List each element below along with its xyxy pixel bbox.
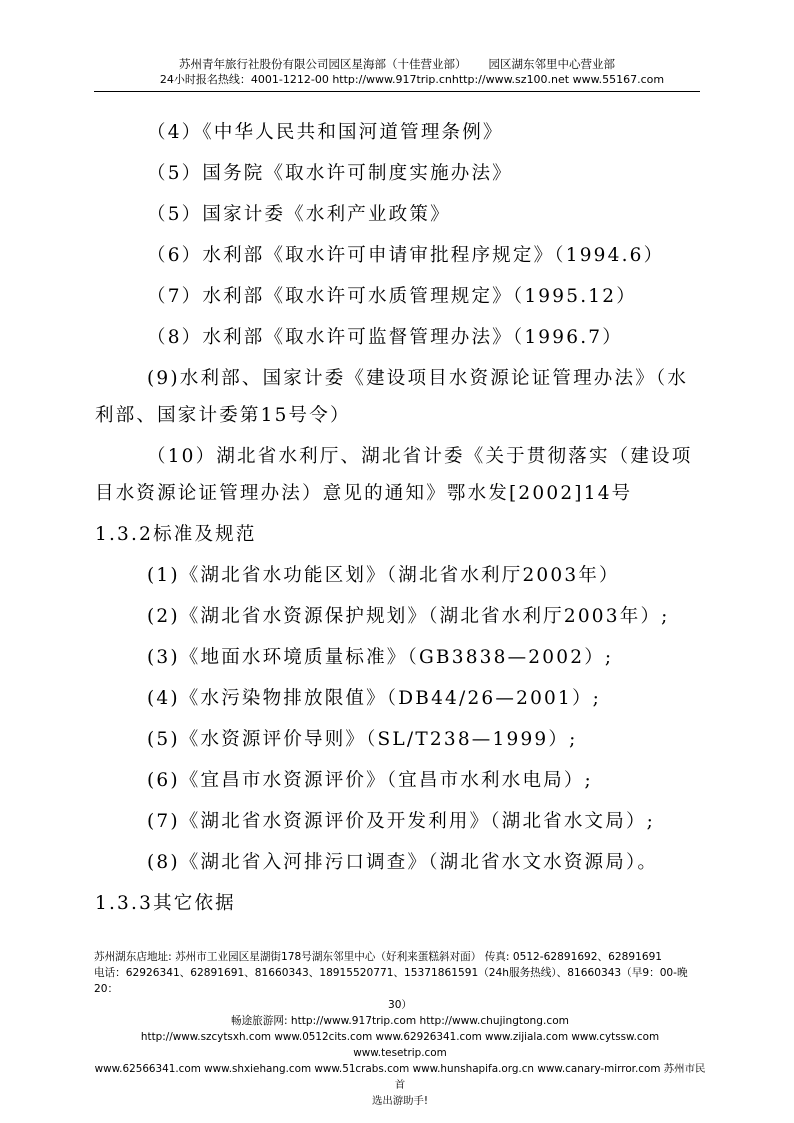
standard-item-1: (1)《湖北省水功能区划》（湖北省水利厅2003年）: [147, 565, 620, 586]
section-heading-1-3-3: 1.3.3其它依据: [95, 893, 236, 914]
standard-item-4: (4)《水污染物排放限值》（DB44/26—2001）;: [147, 688, 602, 709]
document-body: [95, 118, 707, 930]
footer-phone: 电话：62926341、62891691、81660343、18915520771、15371861591（24h服务热线）、81660343（早9：00-晚20：: [94, 967, 688, 995]
standard-item-3: (3)《地面水环境质量标准》（GB3838—2002）;: [147, 647, 614, 668]
regulation-item-5a: （5）国务院《取水许可制度实施办法》: [147, 163, 513, 184]
regulation-item-5b: （5）国家计委《水利产业政策》: [147, 204, 451, 225]
regulation-item-8: （8）水利部《取水许可监督管理办法》（1996.7）: [147, 327, 623, 348]
regulation-item-7: （7）水利部《取水许可水质管理规定》（1995.12）: [147, 286, 637, 307]
page-footer: [94, 949, 706, 1109]
regulation-item-6: （6）水利部《取水许可申请审批程序规定》（1994.6）: [147, 245, 665, 266]
footer-links-line3: 选出游助手!: [371, 1095, 429, 1107]
regulation-item-9-line2: 利部、国家计委第15号令）: [95, 405, 351, 426]
regulation-item-9-line1: (9)水利部、国家计委《建设项目水资源论证管理办法》（水: [147, 368, 689, 389]
page-header: [94, 56, 700, 88]
standard-item-8: (8)《湖北省入河排污口调查》（湖北省水文水资源局）。: [147, 852, 659, 873]
footer-website: 畅途旅游网: http://www.917trip.com http://www.chujingtong.com: [231, 1015, 569, 1027]
section-heading-1-3-2: 1.3.2标准及规范: [95, 524, 257, 545]
header-divider: [94, 91, 700, 92]
header-hotline-line: 24小时报名热线：4001-1212-00 http://www.917trip.cnhttp://www.sz100.net www.55167.com: [159, 73, 665, 86]
footer-links-line2: www.62566341.com www.shxiehang.com www.51crabs.com www.hunshapifa.org.cn www.canary-mirror.com 苏州市民首: [94, 1063, 706, 1091]
standard-item-6: (6)《宜昌市水资源评价》（宜昌市水利水电局）;: [147, 770, 593, 791]
footer-phone-continued: 30）: [387, 999, 413, 1011]
regulation-item-10-line1: （10）湖北省水利厅、湖北省计委《关于贯彻落实（建设项: [147, 446, 693, 467]
standard-item-2: (2)《湖北省水资源保护规划》（湖北省水利厅2003年）;: [147, 606, 670, 627]
footer-links-line1: http://www.szcytsxh.com www.0512cits.com www.62926341.com www.zijiala.com www.cytssw.com www.tesetrip.com: [140, 1031, 660, 1059]
standard-item-5: (5)《水资源评价导则》（SL/T238—1999）;: [147, 729, 578, 750]
footer-address: 苏州湖东店地址: 苏州市工业园区星湖街178号湖东邻里中心（好利来蛋糕斜对面） 传真: 0512-62891692、62891691: [94, 951, 663, 963]
regulation-item-10-line2: 目水资源论证管理办法）意见的通知》鄂水发[2002]14号: [95, 483, 633, 504]
header-company-line: 苏州青年旅行社股份有限公司园区星海部（十佳营业部） 园区湖东邻里中心营业部: [179, 57, 615, 71]
regulation-item-4: （4）《中华人民共和国河道管理条例》: [147, 122, 504, 143]
standard-item-7: (7)《湖北省水资源评价及开发利用》（湖北省水文局）;: [147, 811, 656, 832]
